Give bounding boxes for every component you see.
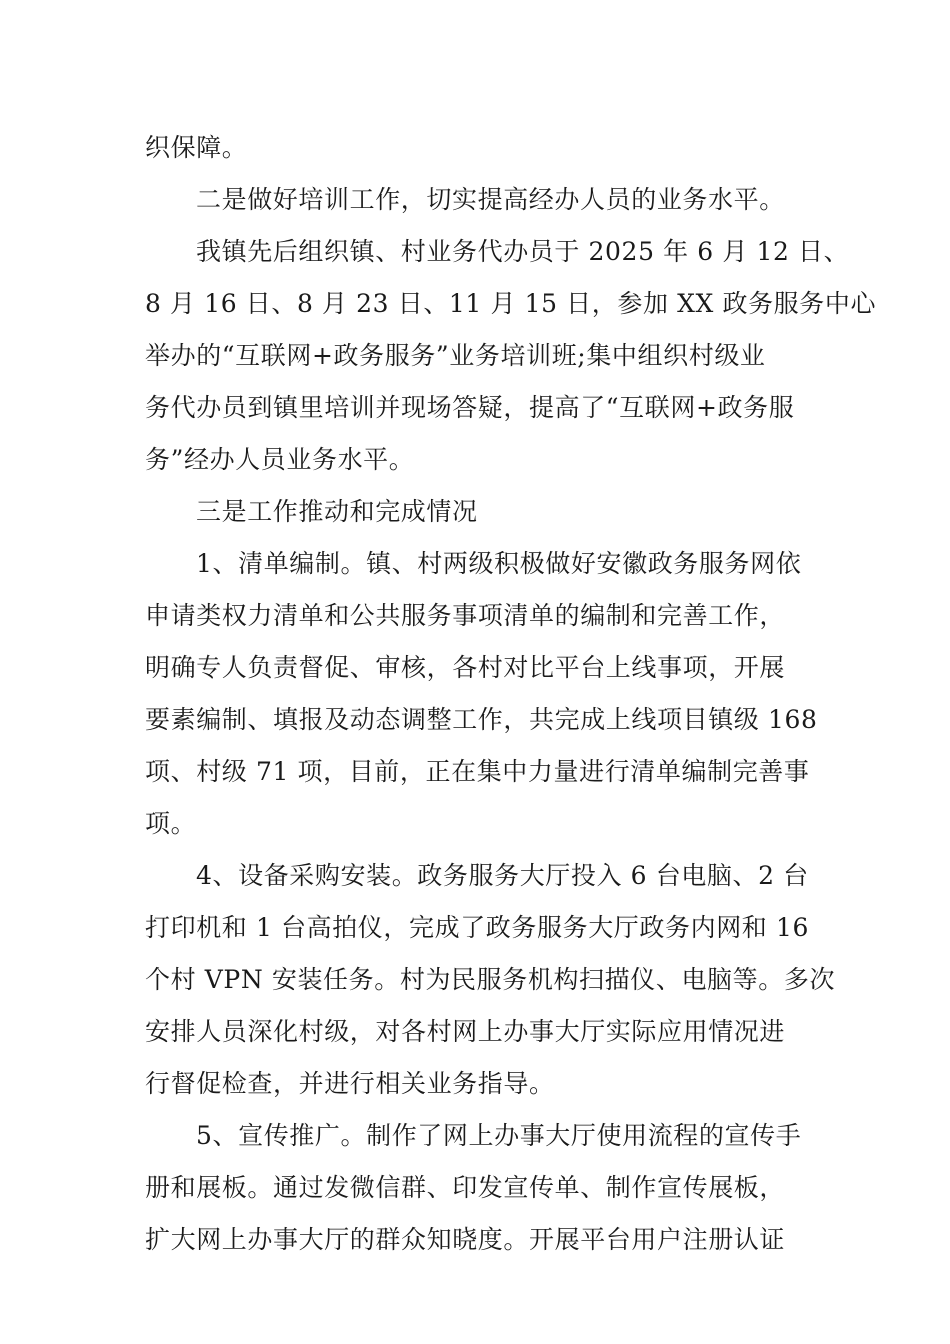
paragraph-heading: 三是工作推动和完成情况 (196, 497, 478, 526)
text-line: 5、宣传推广。制作了网上办事大厅使用流程的宣传手 (196, 1121, 802, 1150)
text-line: 4、设备采购安装。政务服务大厅投入 6 台电脑、2 台 (196, 861, 809, 890)
paragraph-heading: 二是做好培训工作，切实提高经办人员的业务水平。 (196, 185, 785, 214)
text-line: 务代办员到镇里培训并现场答疑，提高了“互联网+政务服 (145, 393, 795, 422)
text-line: 1、清单编制。镇、村两级积极做好安徽政务服务网依 (196, 549, 802, 578)
text-line: 扩大网上办事大厅的群众知晓度。开展平台用户注册认证 (145, 1225, 786, 1254)
text-line: 要素编制、填报及动态调整工作，共完成上线项目镇级 168 (145, 705, 818, 734)
text-line: 8 月 16 日、8 月 23 日、11 月 15 日，参加 XX 政务服务中心 (145, 289, 877, 318)
text-line: 申请类权力清单和公共服务事项清单的编制和完善工作， (145, 601, 786, 630)
text-line: 举办的“互联网+政务服务”业务培训班;集中组织村级业 (145, 341, 766, 370)
text-line: 册和展板。通过发微信群、印发宣传单、制作宣传展板， (145, 1173, 786, 1202)
text-line: 打印机和 1 台高拍仪，完成了政务服务大厅政务内网和 16 (145, 913, 809, 942)
text-line: 织保障。 (145, 133, 248, 162)
text-line: 项。 (145, 809, 197, 838)
text-line: 我镇先后组织镇、村业务代办员于 2025 年 6 月 12 日、 (196, 237, 850, 266)
text-line: 行督促检查，并进行相关业务指导。 (145, 1069, 555, 1098)
text-line: 个村 VPN 安装任务。村为民服务机构扫描仪、电脑等。多次 (145, 965, 836, 994)
text-line: 务”经办人员业务水平。 (145, 445, 415, 474)
text-line: 项、村级 71 项，目前，正在集中力量进行清单编制完善事 (145, 757, 810, 786)
text-line: 明确专人负责督促、审核，各村对比平台上线事项，开展 (145, 653, 786, 682)
text-line: 安排人员深化村级，对各村网上办事大厅实际应用情况进 (145, 1017, 786, 1046)
